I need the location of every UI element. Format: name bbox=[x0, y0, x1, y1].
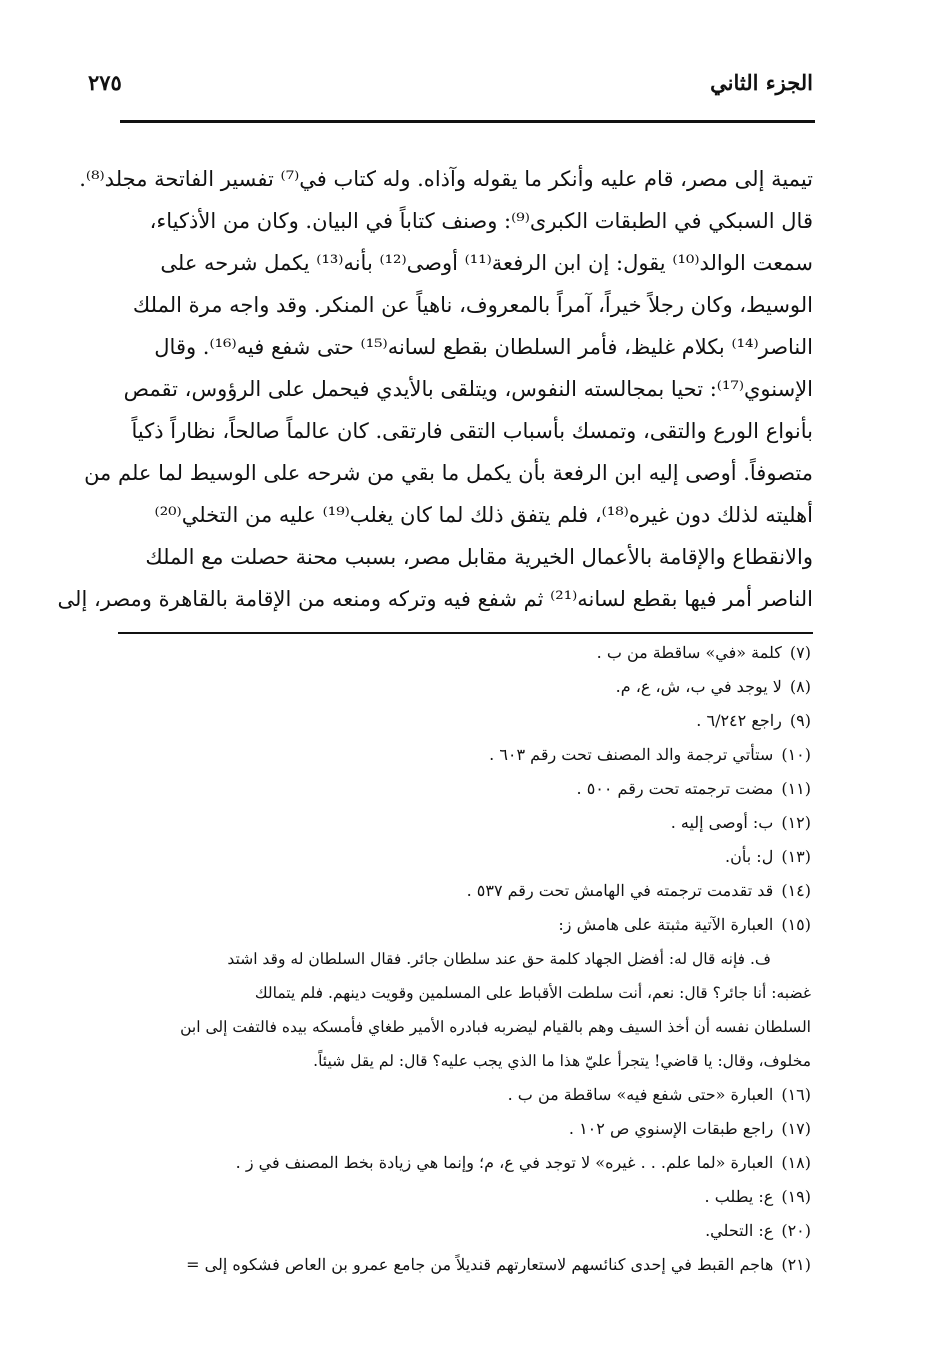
footnote-text: ب: أوصى إليه . bbox=[670, 813, 774, 832]
footnote-text: ع: يطلب . bbox=[704, 1187, 774, 1206]
footnote-item bbox=[118, 704, 811, 738]
footnote-item bbox=[118, 738, 811, 772]
footnote-number: (١٥) bbox=[781, 915, 811, 934]
footnote-number: (١٧) bbox=[781, 1119, 811, 1138]
footnotes-block bbox=[118, 636, 811, 1282]
footnote-number: (١٤) bbox=[781, 881, 811, 900]
footnote-number: (٨) bbox=[789, 677, 811, 696]
footnote-quote-line: السلطان نفسه أن أخذ السيف وهم بالقيام ليضربه فبادره الأمير طغاي فأمسكه بيده فالتفت إلى ابن bbox=[180, 1018, 811, 1036]
footnote-text: ع: التحلي. bbox=[705, 1221, 774, 1240]
footnote-item bbox=[118, 1214, 811, 1248]
footnote-item bbox=[118, 636, 811, 670]
footnote-number: (١١) bbox=[781, 779, 811, 798]
footnote-text: راجع ٦/٢٤٢ . bbox=[696, 711, 782, 730]
footnote-number: (١٦) bbox=[781, 1085, 811, 1104]
footnote-item bbox=[118, 840, 811, 874]
footnote-text: مضت ترجمته تحت رقم ٥٠٠ . bbox=[576, 779, 774, 798]
main-text-line: والانقطاع والإقامة بالأعمال الخيرية مقابل مصر، بسبب محنة حصلت مع الملك bbox=[145, 545, 813, 569]
main-text-line: بأنواع الورع والتقى، وتمسك بأسباب التقى فارتقى. كان عالماً صالحاً، نظاراً ذكياً bbox=[131, 419, 813, 443]
footnote-text: ستأتي ترجمة والد المصنف تحت رقم ٦٠٣ . bbox=[489, 745, 774, 764]
footnote-number: (٢١) bbox=[781, 1255, 811, 1274]
main-text-line: الوسيط، وكان رجلاً خيراً، آمراً بالمعروف، ناهياً عن المنكر. وقد واجه مرة الملك bbox=[132, 293, 813, 317]
footnote-item bbox=[118, 874, 811, 908]
footnote-number: (١٠) bbox=[781, 745, 811, 764]
main-text-block bbox=[57, 158, 813, 620]
main-text-line: قال السبكي في الطبقات الكبرى⁽⁹⁾: وصنف كتاباً في البيان. وكان من الأذكياء، bbox=[149, 209, 813, 233]
footnote-quote-line: غضبه: أنا جائر؟ قال: نعم، أنت سلطت الأقباط على المسلمين وقويت دينهم. فلم يتمالك bbox=[254, 984, 811, 1002]
main-text-line: الناصر⁽¹⁴⁾ بكلام غليظ، فأمر السلطان بقطع لسانه⁽¹⁵⁾ حتى شفع فيه⁽¹⁶⁾. وقال bbox=[154, 335, 813, 359]
main-text-line: تيمية إلى مصر، قام عليه وأنكر ما يقوله وآذاه. وله كتاب في⁽⁷⁾ تفسير الفاتحة مجلد⁽⁸⁾. bbox=[79, 167, 813, 191]
footnote-text: ل: بأن. bbox=[725, 847, 774, 866]
main-text-line: الناصر أمر فيها بقطع لسانه⁽²¹⁾ ثم شفع فيه وتركه ومنعه من الإقامة بالقاهرة ومصر، إلى bbox=[57, 587, 813, 611]
footnote-text: لا يوجد في ب، ش، ع، م. bbox=[615, 677, 782, 696]
main-text-line: سمعت الوالد⁽¹⁰⁾ يقول: إن ابن الرفعة⁽¹¹⁾ أوصى⁽¹²⁾ بأنه⁽¹³⁾ يكمل شرحه على bbox=[160, 251, 813, 275]
footnote-number: (١٨) bbox=[781, 1153, 811, 1172]
main-text-line: الإسنوي⁽¹⁷⁾: تحيا بمجالسته النفوس، ويتلقى بالأيدي فيحمل على الرؤوس، تقمص bbox=[123, 377, 813, 401]
footnote-item bbox=[118, 1180, 811, 1214]
footnote-text: العبارة الآتية مثبتة على هامش ز: bbox=[558, 915, 774, 934]
footnote-number: (١٣) bbox=[781, 847, 811, 866]
main-text-line: متصوفاً. أوصى إليه ابن الرفعة بأن يكمل ما بقي من شرحه على الوسيط لما علم من bbox=[84, 461, 813, 485]
footnote-item bbox=[118, 772, 811, 806]
footnote-number: (٢٠) bbox=[781, 1221, 811, 1240]
footnote-item bbox=[118, 1078, 811, 1112]
footnote-number: (٧) bbox=[789, 643, 811, 662]
header-rule bbox=[120, 120, 815, 123]
footnote-text: هاجم القبط في إحدى كنائسهم لاستعارتهم قنديلاً من جامع عمرو بن العاص فشكوه إلى = bbox=[186, 1255, 774, 1274]
footnote-item bbox=[118, 1112, 811, 1146]
footnote-text: راجع طبقات الإسنوي ص ١٠٢ . bbox=[568, 1119, 774, 1138]
footnote-text: كلمة «في» ساقطة من ب . bbox=[596, 643, 782, 662]
footnote-number: (١٩) bbox=[781, 1187, 811, 1206]
footnote-number: (٩) bbox=[789, 711, 811, 730]
footnote-separator bbox=[118, 632, 813, 634]
footnote-quote-line: مخلوف، وقال: يا قاضي! يتجرأ عليّ هذا ما الذي يجب عليه؟ قال: لم يقل شيئاً. bbox=[313, 1052, 811, 1070]
footnote-item bbox=[118, 908, 811, 942]
footnote-text: العبارة «لما علم. . . غيره» لا توجد في ع، م؛ وإنما هي زيادة بخط المصنف في ز . bbox=[235, 1153, 774, 1172]
footnote-item bbox=[118, 1146, 811, 1180]
footnote-item bbox=[118, 1248, 811, 1282]
footnote-quote-line: ف. فإنه قال له: أفضل الجهاد كلمة حق عند سلطان جائر. فقال السلطان له وقد اشتد bbox=[227, 950, 771, 968]
footnote-item bbox=[118, 806, 811, 840]
running-title: الجزء الثاني bbox=[710, 70, 813, 95]
footnote-text: قد تقدمت ترجمته في الهامش تحت رقم ٥٣٧ . bbox=[466, 881, 774, 900]
main-text-line: أهليته لذلك دون غيره⁽¹⁸⁾، فلم يتفق ذلك لما كان يغلب⁽¹⁹⁾ عليه من التخلي⁽²⁰⁾ bbox=[154, 503, 813, 527]
page-number: ٢٧٥ bbox=[88, 70, 122, 95]
footnote-item bbox=[118, 670, 811, 704]
footnote-text: العبارة «حتى شفع فيه» ساقطة من ب . bbox=[507, 1085, 774, 1104]
footnote-number: (١٢) bbox=[781, 813, 811, 832]
